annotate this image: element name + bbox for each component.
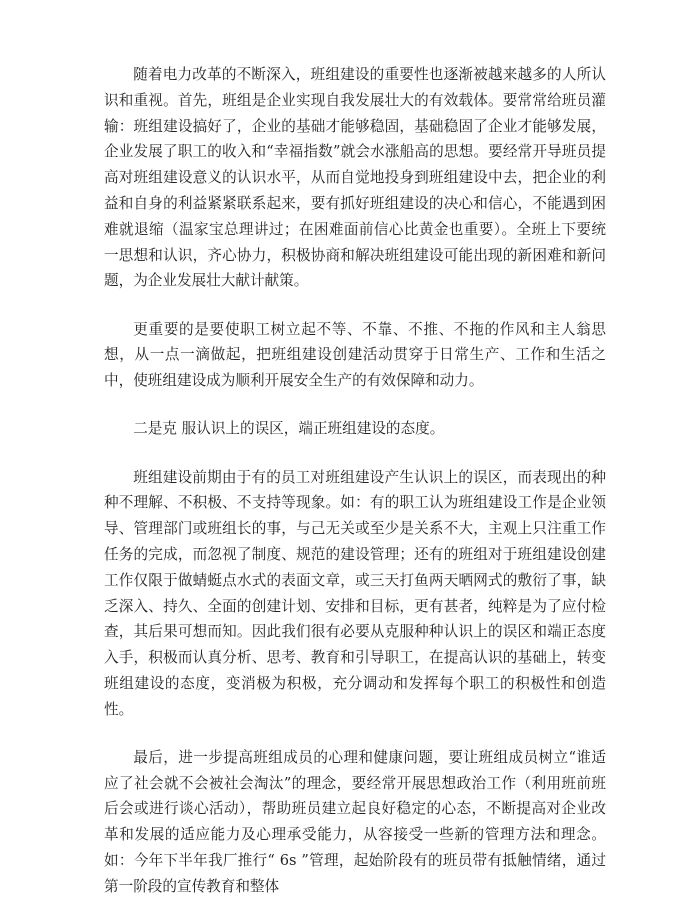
paragraph-4: 班组建设前期由于有的员工对班组建设产生认识上的误区，而表现出的种种不理解、不积极、不支持等现象。如：有的职工认为班组建设工作是企业领导、管理部门或班组长的事，与己无关或至少是关系不大，主观上只注重工作任务的完成，而忽视了制度、规范的建设管理；还有的班组对于班组建设创建工作仅限于做蜻蜓点水式的表面文章，或三天打鱼两天晒网式的敷衍了事，缺乏深入、持久、全面的创建计划、安排和目标，更有甚者，纯粹是为了应付检查，其后果可想而知。因此我们很有必要从克服种种认识上的误区和端正态度 入手，积极而认真分析、思考、教育和引导职工，在提高认识的基础上，转变班组建设的态度，变消极为积极，充分调动和发挥每个职工的积极性和创造性。 <box>104 468 621 718</box>
paragraph-1: 随着电力改革的不断深入，班组建设的重要性也逐渐被越来越多的人所认识和重视。首先，班组是企业实现自我发展壮大的有效载体。要常常给班员灌输：班组建设搞好了，企业的基础才能够稳固，基础稳固了企业才能够发展，企业发展了职工的收入和“幸福指数”就会水涨船高的思想。要经常开导班员提高对班组建设意义的认识水平，从而自觉地投身到班组建设中去，把企业的利益和自身的利益紧紧联系起来，要有抓好班组建设的决心和信心，不能遇到困难就退缩（温家宝总理讲过；在困难面前信心比黄金也重要）。全班上下要统一思想和认识，齐心协力，积极协商和解决班组建设可能出现的新困难和新问题，为企业发展壮大献计献策。 <box>104 66 606 290</box>
paragraph-3: 二是克 服认识上的误区，端正班组建设的态度。 <box>133 420 445 438</box>
document-page <box>104 62 621 922</box>
paragraph-2: 更重要的是要使职工树立起不等、不靠、不推、不拖的作风和主人翁思想，从一点一滴做起，把班组建设创建活动贯穿于日常生产、工作和生活之中，使班组建设成为顺利开展安全生产的有效保障和动力。 <box>104 320 606 390</box>
paragraph-5: 最后，进一步提高班组成员的心理和健康问题，要让班组成员树立“谁适应了社会就不会被社会淘汰”的理念，要经常开展思想政治工作（利用班前班后会或进行谈心活动），帮助班员建立起良好稳定的心态，不断提高对企业改革和发展的适应能力及心理承受能力，从容接受一些新的管理方法和理念。如：今年下半年我厂推行“ 6s ”管理，起始阶段有的班员带有抵触情绪，通过第一阶段的宣传教育和整体 <box>104 748 606 895</box>
